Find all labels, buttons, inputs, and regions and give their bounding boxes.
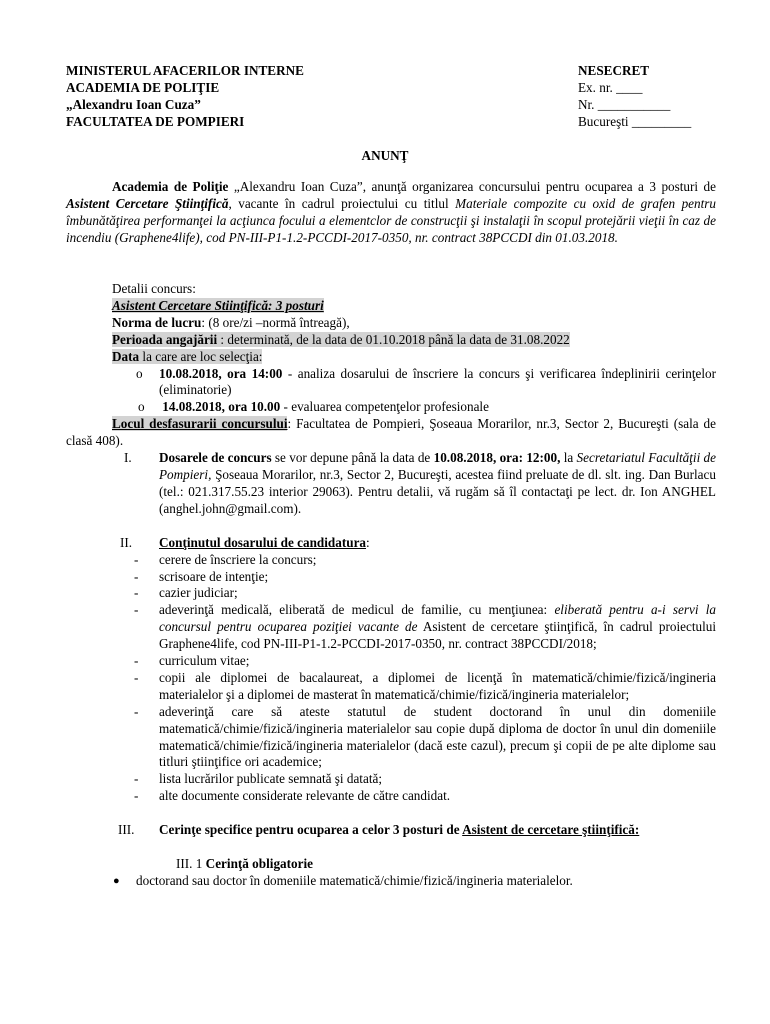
list-item bbox=[66, 788, 716, 805]
subsection-3-1 bbox=[66, 856, 716, 873]
section-3-title-a: Cerinţe specifice pentru ocuparea a celor 3 posturi de bbox=[159, 822, 463, 838]
list-item-text: scrisoare de intenţie; bbox=[159, 568, 269, 584]
ministry-name: MINISTERUL AFACERILOR INTERNE bbox=[66, 63, 304, 78]
list-item-text: cazier judiciar; bbox=[159, 585, 238, 601]
dash-bullet: - bbox=[134, 585, 139, 601]
dash-bullet: - bbox=[134, 788, 139, 804]
list-item bbox=[66, 704, 716, 772]
dash-bullet: - bbox=[134, 568, 139, 584]
list-item-text: alte documente considerate relevante de către candidat. bbox=[159, 788, 451, 804]
document-title: ANUNŢ bbox=[361, 148, 409, 163]
list-item bbox=[66, 569, 716, 586]
classification-label: NESECRET bbox=[578, 63, 650, 78]
section-1-text-b: la bbox=[560, 450, 577, 466]
list-item bbox=[66, 552, 716, 569]
location-label: Locul desfasurarii concursului bbox=[112, 416, 288, 432]
list-item-text: cerere de înscriere la concurs; bbox=[159, 551, 317, 567]
dash-bullet: - bbox=[134, 602, 139, 618]
norma-value: : (8 ore/zi –normă întreagă), bbox=[201, 314, 350, 330]
requirement-text: doctorand sau doctor în domeniile matematică/chimie/fizică/ingineria materialelor. bbox=[136, 873, 573, 888]
list-item bbox=[66, 585, 716, 602]
intro-text-b: , vacante în cadrul proiectului cu titlul bbox=[228, 195, 456, 211]
disc-bullet-icon: ● bbox=[113, 875, 120, 887]
intro-paragraph bbox=[66, 179, 716, 247]
list-item-text: lista lucrărilor publicate semnată şi datată; bbox=[159, 771, 383, 787]
section-3-title-post: Asistent de cercetare ştiinţifică: bbox=[462, 822, 640, 838]
faculty-name: FACULTATEA DE POMPIERI bbox=[66, 113, 245, 129]
place-date: Bucureşti _________ bbox=[578, 113, 692, 129]
section-2-title: Conţinutul dosarului de candidatura bbox=[159, 534, 367, 550]
dash-bullet: - bbox=[134, 703, 139, 719]
section-1-bold-a: Dosarele de concurs bbox=[159, 450, 272, 466]
circle-bullet-icon: o bbox=[136, 365, 143, 381]
data-line bbox=[66, 349, 716, 366]
selection-step-1 bbox=[66, 366, 716, 400]
list-item-italic: eliberată pentru a-i servi la concursul pentru ocuparea poziţiei vacante de bbox=[159, 602, 716, 635]
intro-academy: Academia de Poliţie bbox=[112, 179, 229, 194]
step2-text: - evaluarea competenţelor profesionale bbox=[280, 399, 489, 415]
intro-post-title: Asistent Cercetare Ştiinţifică bbox=[66, 195, 229, 211]
intro-text-a: „Alexandru Ioan Cuza”, anunţă organizarea concursului pentru ocuparea a 3 posturi de bbox=[228, 179, 716, 194]
dash-bullet: - bbox=[134, 551, 139, 567]
intro-project-title: Materiale compozite cu oxid de grafen pentru îmbunătăţirea performanţei la acţiunca focului a elementclor de construcţii şi instalaţii în scopul protejării vieţii în caz de incendiu (Graphene4life), cod PN-III-P1-1.2-PCCDI-2017-0350, nr. contract 38PCCDI din 01.03.2018. bbox=[66, 195, 717, 245]
step1-date: 10.08.2018, ora 14:00 bbox=[159, 365, 283, 381]
data-label: Data bbox=[112, 348, 140, 364]
section-1-secretariat: Secretariatul Facultăţii de Pompieri, bbox=[159, 450, 716, 482]
details-heading: Detalii concurs: bbox=[112, 281, 196, 296]
copy-number: Ex. nr. ____ bbox=[578, 79, 643, 95]
list-item-text: Asistent de cercetare ştiinţifică, în cadrul proiectului Graphene4life, cod PN-III-P1-1.2-PCCDI-2017-0350, nr. contract 38PCCDI/2018; bbox=[159, 619, 717, 652]
perioada-line bbox=[66, 332, 716, 349]
perioada-label: Perioada angajării bbox=[112, 331, 218, 347]
post-line bbox=[66, 298, 716, 315]
section-2-heading bbox=[0, 535, 716, 552]
norma-label: Norma de lucru bbox=[112, 314, 202, 330]
section-1 bbox=[0, 450, 716, 518]
document-header bbox=[66, 63, 714, 133]
location-value: : Facultatea de Pompieri, Şoseaua Morarilor, nr.3, Sector 2, Bucureşti (sala de clasă 408). bbox=[66, 416, 716, 449]
section-1-text-c: Şoseaua Morarilor, nr.3, Sector 2, Bucureşti, acestea fiind preluate de dl. slt. ing. Dan Burlacu (tel.: 021.317.55.23 interior 29063). Pentru detalii, vă rugăm să îl contactaţi pe lect. dr. Ion ANGHEL (anghel.john@gmail.com). bbox=[159, 466, 716, 516]
section-2-colon: : bbox=[366, 534, 370, 550]
perioada-value: : determinată, de la data de 01.10.2018 până la data de 31.08.2022 bbox=[217, 331, 570, 347]
list-item-text: copii ale diplomei de bacalaureat, a diplomei de licenţă în matematică/chimie/fizică/ingineria materialelor şi a diplomei de masterat în matematică/chimie/fizică/ingineria materialelor; bbox=[159, 669, 716, 702]
registration-block bbox=[578, 63, 691, 131]
post-label: Asistent Cercetare Stiinţifică: 3 posturi bbox=[112, 297, 324, 313]
subsection-title: Cerinţă obligatorie bbox=[205, 856, 313, 872]
data-value: la care are loc selecţia: bbox=[139, 348, 263, 364]
dash-bullet: - bbox=[134, 771, 139, 787]
section-2-number: II. bbox=[120, 534, 133, 550]
dash-bullet: - bbox=[134, 653, 139, 669]
list-item-text: curriculum vitae; bbox=[159, 653, 250, 669]
location-line bbox=[66, 416, 716, 450]
contest-details bbox=[66, 281, 716, 890]
requirement-item bbox=[0, 873, 716, 890]
institution-block bbox=[66, 63, 304, 131]
list-item bbox=[66, 670, 716, 704]
section-1-text-a: se vor depune până la data de bbox=[271, 450, 434, 466]
list-item bbox=[66, 653, 716, 670]
list-item bbox=[66, 771, 716, 788]
list-item-text: adeverinţă care să ateste statutul de student doctorand în unul din domeniile matematică/chimie/fizică/ingineria materialelor sau copie după diploma de doctor în unul din domeniile matematică/chimie/fizică/ingineria materialelor (dacă este cazul), precum şi copii de pe alte diplome sau titluri ştiinţifice ori academice; bbox=[159, 703, 716, 770]
academy-name: ACADEMIA DE POLIŢIE bbox=[66, 79, 220, 95]
selection-step-2 bbox=[66, 399, 716, 416]
step1-text: - analiza dosarului de înscriere la concurs şi verificarea îndeplinirii cerinţelor (eliminatorie) bbox=[159, 365, 716, 398]
step2-date: 14.08.2018, ora 10.00 bbox=[162, 399, 281, 415]
section-1-deadline: 10.08.2018, ora: 12:00, bbox=[433, 450, 561, 466]
section-1-number: I. bbox=[124, 450, 132, 466]
dash-bullet: - bbox=[134, 669, 139, 685]
list-item-text: adeverinţă medicală, eliberată de medicul de familie, cu menţiunea: bbox=[159, 602, 555, 618]
circle-bullet-icon: o bbox=[138, 399, 145, 415]
norma-line bbox=[66, 315, 716, 332]
registration-number: Nr. ___________ bbox=[578, 96, 671, 112]
academy-honorific: „Alexandru Ioan Cuza” bbox=[66, 96, 201, 112]
subsection-number: III. 1 bbox=[176, 856, 206, 872]
section-3-heading bbox=[0, 822, 716, 839]
list-item bbox=[66, 602, 716, 653]
section-3-number: III. bbox=[118, 822, 135, 838]
